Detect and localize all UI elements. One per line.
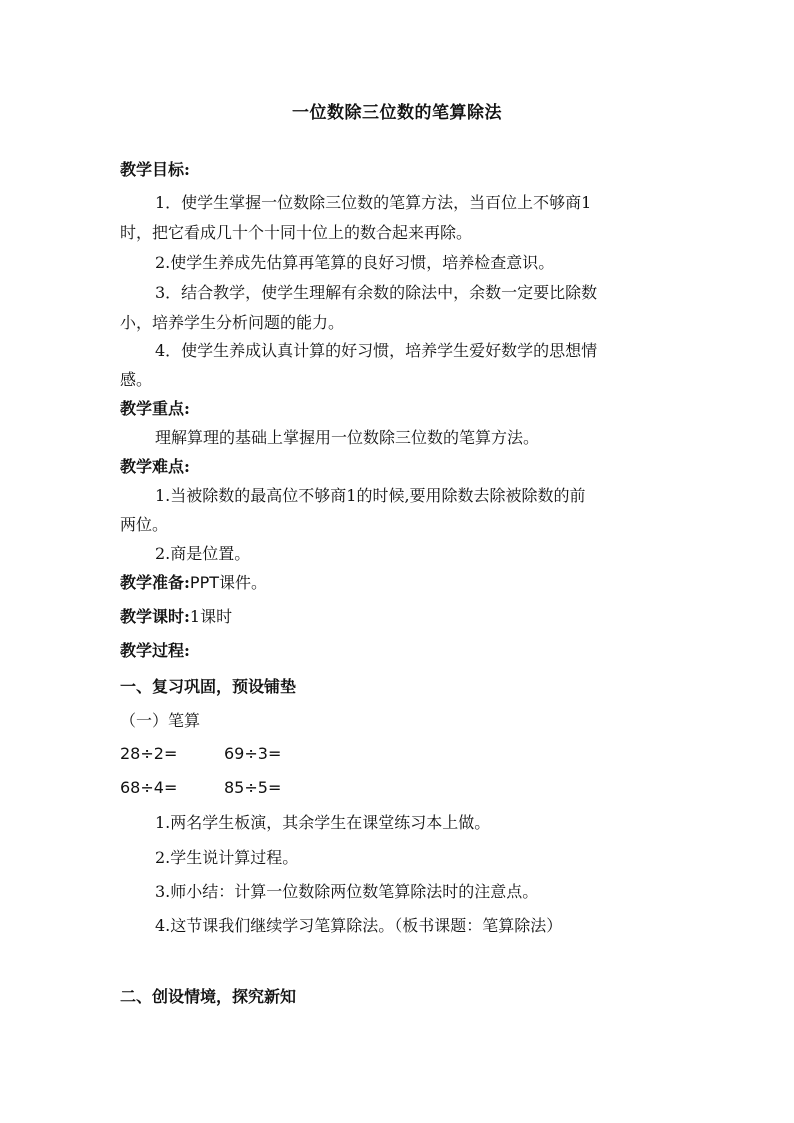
process-heading: 教学过程: <box>120 641 190 660</box>
lesson-time-label: 教学课时: <box>120 607 190 626</box>
objective-1-line-1: 1．使学生掌握一位数除三位数的笔算方法，当百位上不够商1 <box>155 193 592 212</box>
preparation-label: 教学准备: <box>120 573 190 592</box>
objectives-heading: 教学目标: <box>120 160 190 179</box>
section-2-heading: 二、创设情境，探究新知 <box>120 987 297 1006</box>
calc-item: 69÷3= <box>224 744 282 763</box>
review-step-2: 2.学生说计算过程。 <box>155 848 299 867</box>
objective-4-line-2: 感。 <box>120 370 153 389</box>
objective-3-line-1: 3．结合教学，使学生理解有余数的除法中，余数一定要比除数 <box>155 283 598 302</box>
difficulties-heading: 教学难点: <box>120 457 190 476</box>
objective-2: 2.使学生养成先估算再笔算的良好习惯，培养检查意识。 <box>155 253 555 272</box>
review-step-3: 3.师小结：计算一位数除两位数笔算除法时的注意点。 <box>155 882 539 901</box>
calc-item: 28÷2= <box>120 744 178 763</box>
difficulty-1-line-1: 1.当被除数的最高位不够商1的时候,要用除数去除被除数的前 <box>155 486 586 505</box>
calc-item: 85÷5= <box>224 778 282 797</box>
review-step-4: 4.这节课我们继续学习笔算除法。（板书课题：笔算除法） <box>155 916 563 935</box>
difficulty-2: 2.商是位置。 <box>155 544 251 563</box>
page-title: 一位数除三位数的笔算除法 <box>292 103 502 123</box>
section-1-heading: 一、复习巩固，预设铺垫 <box>120 677 297 696</box>
difficulty-1-line-2: 两位。 <box>120 515 169 534</box>
objective-3-line-2: 小，培养学生分析问题的能力。 <box>120 313 345 332</box>
preparation-value: PPT课件。 <box>189 573 267 592</box>
objective-1-line-2: 时，把它看成几十个十同十位上的数合起来再除。 <box>120 223 473 242</box>
calc-item: 68÷4= <box>120 778 178 797</box>
key-points-heading: 教学重点: <box>120 399 190 418</box>
lesson-time-line <box>120 607 232 627</box>
subsection-1-heading: （一）笔算 <box>120 711 201 730</box>
review-step-1: 1.两名学生板演，其余学生在课堂练习本上做。 <box>155 813 491 832</box>
lesson-time-value: 1课时 <box>189 607 233 626</box>
key-points-text: 理解算理的基础上掌握用一位数除三位数的笔算方法。 <box>155 428 540 447</box>
preparation-line <box>120 573 267 593</box>
objective-4-line-1: 4．使学生养成认真计算的好习惯，培养学生爱好数学的思想情 <box>155 341 598 360</box>
